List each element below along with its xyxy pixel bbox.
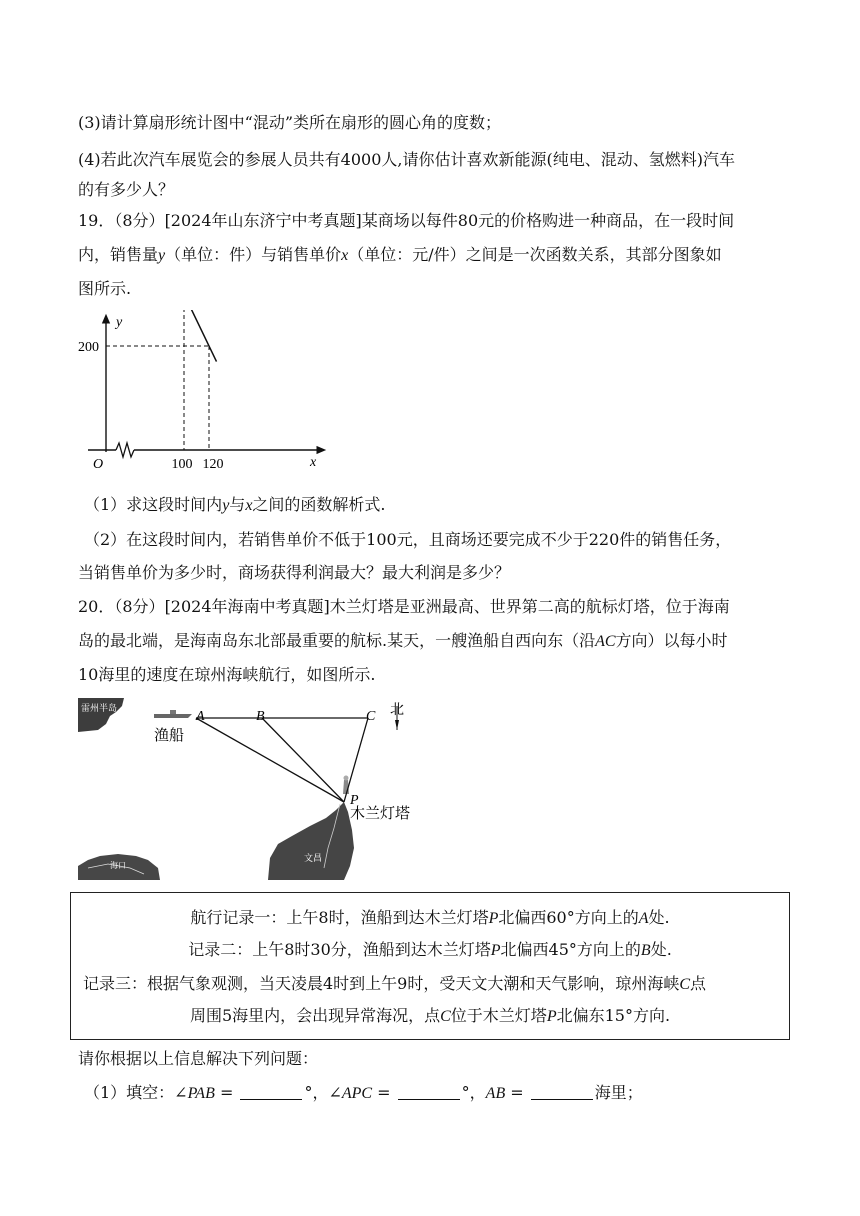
q20-part1 bbox=[84, 1082, 643, 1105]
q19-number: 19． bbox=[78, 211, 115, 230]
record-3-line1 bbox=[83, 973, 706, 996]
record-2-a: 记录二：上午8时30分，渔船到达木兰灯塔 bbox=[188, 940, 491, 959]
q20-number: 20． bbox=[78, 597, 115, 616]
var-x: x bbox=[341, 247, 349, 264]
deg-1: °，∠ bbox=[304, 1083, 342, 1102]
record-3-d: 位于木兰灯塔 bbox=[450, 1006, 547, 1025]
q19-stem-b1: 内，销售量 bbox=[78, 245, 159, 264]
line-bp bbox=[262, 718, 344, 802]
lighthouse-icon bbox=[343, 776, 349, 795]
point-b-label: B bbox=[256, 709, 265, 724]
var-p: P bbox=[490, 942, 501, 959]
q20-stem-b2: 方向）以每小时 bbox=[615, 631, 728, 650]
var-y: y bbox=[158, 247, 166, 264]
record-3-line2 bbox=[71, 1005, 789, 1028]
var-pab: PAB bbox=[187, 1085, 215, 1102]
unit-nautical-miles: 海里； bbox=[594, 1083, 643, 1102]
answer-blank-apc[interactable] bbox=[398, 1083, 460, 1100]
q19-score: （8分） bbox=[114, 211, 165, 230]
q19-part2-line2: 当销售单价为多少时，商场获得利润最大？最大利润是多少？ bbox=[78, 563, 511, 582]
answer-blank-pab[interactable] bbox=[240, 1083, 302, 1100]
var-p: P bbox=[546, 1008, 557, 1025]
record-3-a: 记录三：根据气象观测，当天凌晨4时到上午9时，受天文大潮和天气影响，琼州海峡 bbox=[83, 974, 680, 993]
boat-label: 渔船 bbox=[154, 728, 185, 744]
function-line bbox=[144, 310, 217, 362]
wenchang-land bbox=[268, 802, 354, 880]
var-c: C bbox=[679, 976, 691, 993]
q19-part2-line1: （2）在这段时间内，若销售单价不低于100元，且商场还要完成不少于220件的销售任务， bbox=[84, 530, 732, 549]
q20-score: （8分） bbox=[114, 597, 165, 616]
q20-part1-a: （1）填空：∠ bbox=[84, 1083, 188, 1102]
deg-2: °， bbox=[461, 1083, 486, 1102]
var-ab: AB bbox=[485, 1085, 506, 1102]
var-b: B bbox=[640, 942, 651, 959]
axis-break-zigzag bbox=[116, 443, 134, 457]
var-a: A bbox=[638, 910, 649, 927]
var-x: x bbox=[245, 497, 253, 514]
eq-2: = bbox=[372, 1083, 396, 1102]
point-c-label: C bbox=[366, 709, 376, 724]
q19-stem-b3: （单位：元/件）之间是一次函数关系，其部分图象如 bbox=[348, 245, 722, 264]
var-y: y bbox=[222, 497, 230, 514]
city-wenchang-label: 文昌 bbox=[304, 853, 323, 863]
q18-part4-line2: 的有多少人？ bbox=[78, 180, 175, 199]
navigation-record-box bbox=[70, 892, 790, 1040]
north-label: 北 bbox=[390, 703, 404, 718]
line-ap bbox=[196, 718, 344, 802]
line-cp bbox=[344, 718, 368, 802]
q19-stem-line2 bbox=[78, 244, 722, 267]
q20-map-figure bbox=[78, 698, 438, 880]
q18-part3: (3)请计算扇形统计图中“混动”类所在扇形的圆心角的度数； bbox=[78, 113, 502, 132]
q20-instruction: 请你根据以上信息解决下列问题： bbox=[78, 1049, 319, 1068]
q18-part4-line1: (4)若此次汽车展览会的参展人员共有4000人,请你估计喜欢新能源(纯电、混动、氢燃料)汽车 bbox=[78, 150, 735, 169]
record-2 bbox=[71, 939, 789, 962]
y-axis-label: y bbox=[116, 315, 123, 330]
eq-1: = bbox=[214, 1083, 239, 1102]
record-1-b: 北偏西60°方向上的 bbox=[498, 908, 639, 927]
q19-part1-c: 之间的函数解析式. bbox=[252, 495, 386, 514]
q19-stem-a: 某商场以每件80元的价格购进一种商品，在一段时间 bbox=[361, 211, 735, 230]
record-1-c: 处. bbox=[648, 908, 670, 927]
record-2-c: 处. bbox=[650, 940, 672, 959]
tick-y-200: 200 bbox=[78, 340, 99, 355]
record-3-e: 北偏东15°方向. bbox=[556, 1006, 671, 1025]
q19-part1 bbox=[84, 494, 386, 517]
lighthouse-label: 木兰灯塔 bbox=[350, 806, 411, 822]
q19-part1-b: 与 bbox=[229, 495, 246, 514]
var-p: P bbox=[488, 910, 499, 927]
q19-linear-graph bbox=[78, 310, 328, 472]
record-1 bbox=[71, 907, 789, 930]
var-apc: APC bbox=[341, 1085, 373, 1102]
var-ac: AC bbox=[595, 633, 616, 650]
q19-stem-b2: （单位：件）与销售单价 bbox=[165, 245, 342, 264]
point-p-label: P bbox=[350, 793, 359, 808]
q19-source: [2024年山东济宁中考真题] bbox=[164, 211, 362, 230]
q20-stem-a: 木兰灯塔是亚洲最高、世界第二高的航标灯塔，位于海南 bbox=[329, 597, 730, 616]
point-a-label: A bbox=[196, 709, 205, 724]
x-axis-label: x bbox=[310, 455, 317, 470]
q20-source: [2024年海南中考真题] bbox=[164, 597, 330, 616]
answer-blank-ab[interactable] bbox=[531, 1083, 593, 1100]
var-c: C bbox=[440, 1008, 451, 1025]
origin-label: O bbox=[93, 457, 104, 472]
peninsula-label: 雷州半岛 bbox=[81, 703, 118, 713]
city-haikou-label: 海口 bbox=[110, 861, 126, 870]
tick-x-100: 100 bbox=[171, 457, 193, 472]
record-3-c: 周围5海里内，会出现异常海况，点 bbox=[189, 1006, 441, 1025]
q20-stem-line3: 10海里的速度在琼州海峡航行，如图所示. bbox=[78, 665, 376, 684]
record-3-b: 点 bbox=[690, 974, 707, 993]
q19-part1-a: （1）求这段时间内 bbox=[84, 495, 223, 514]
eq-3: = bbox=[505, 1083, 529, 1102]
record-1-a: 航行记录一：上午8时，渔船到达木兰灯塔 bbox=[190, 908, 489, 927]
fishing-boat-icon bbox=[154, 710, 192, 718]
q19-stem-line3: 图所示. bbox=[78, 279, 132, 298]
q19-stem-line1 bbox=[78, 210, 734, 232]
q20-stem-b: 岛的最北端，是海南岛东北部最重要的航标.某天，一艘渔船自西向东（沿 bbox=[78, 631, 596, 650]
record-2-b: 北偏西45°方向上的 bbox=[500, 940, 641, 959]
q20-stem-line1 bbox=[78, 596, 730, 618]
tick-x-120: 120 bbox=[202, 457, 224, 472]
q20-stem-line2 bbox=[78, 630, 728, 653]
